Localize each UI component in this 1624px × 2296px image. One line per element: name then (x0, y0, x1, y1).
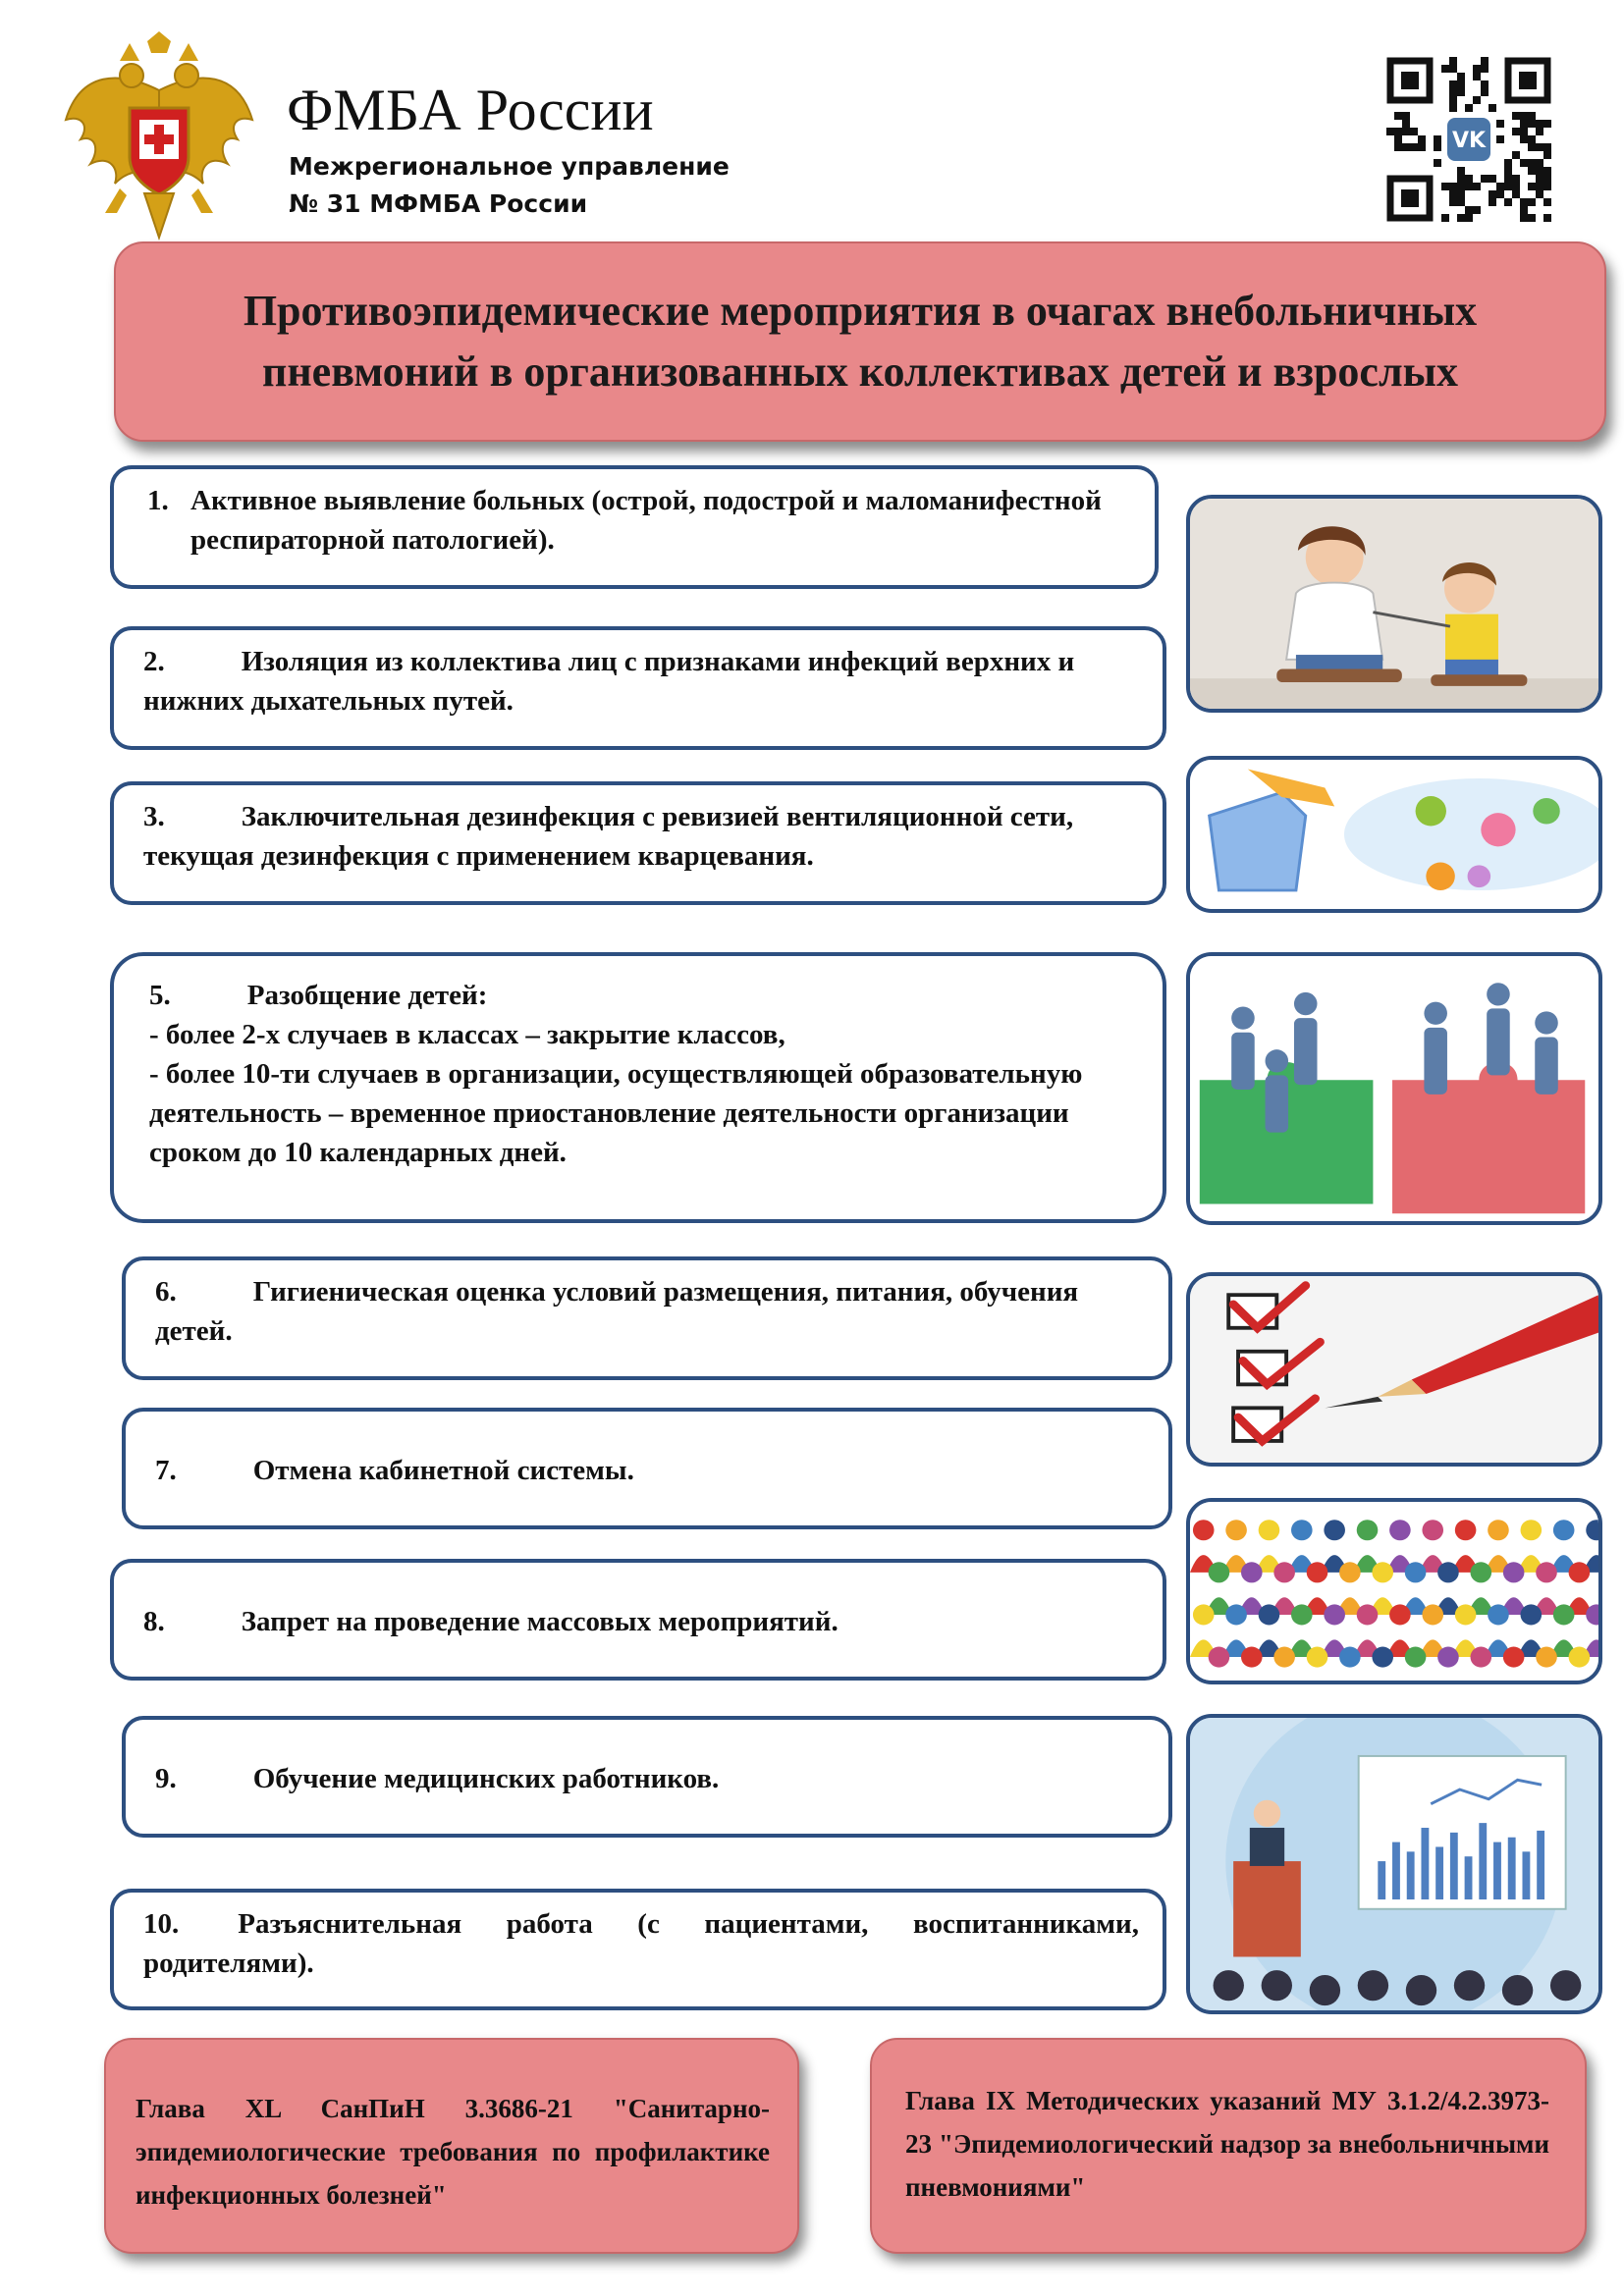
vk-logo-icon: VK (1451, 129, 1487, 153)
presentation-lecture-icon (1190, 1718, 1598, 2010)
item-number: 2. (143, 646, 165, 677)
measure-item-10 (110, 1889, 1166, 2010)
double-headed-eagle-icon (61, 31, 257, 242)
people-puzzle-icon (1190, 956, 1598, 1221)
measure-item-8 (110, 1559, 1166, 1681)
reference-mu-text: Глава IX Методических указаний МУ 3.1.2/4.2.3973-23 "Эпидемиологический надзор за внебольничными пневмониями" (905, 2086, 1549, 2202)
page-title (224, 281, 1496, 402)
item-number: 3. (143, 801, 165, 832)
item-number: 7. (155, 1455, 177, 1486)
item-number: 10. (143, 1908, 180, 1940)
measure-item-3 (110, 781, 1166, 905)
item-text: Отмена кабинетной системы. (252, 1455, 634, 1486)
item-text: Разобщение детей: (246, 980, 488, 1011)
checklist-pencil-icon (1190, 1276, 1598, 1463)
disinfection-spray-icon (1190, 760, 1598, 909)
org-title: ФМБА России (287, 78, 654, 142)
title-banner (114, 241, 1606, 442)
item-text: Заключительная дезинфекция с ревизией вентиляционной сети, текущая дезинфекция с применением кварцевания. (143, 801, 1074, 872)
item-text: Запрет на проведение массовых мероприятий. (241, 1606, 839, 1637)
picture-checklist-pencil (1186, 1272, 1602, 1467)
reference-sanpin-text: Глава XL СанПиН 3.3686-21 "Санитарно-эпидемиологические требования по профилактике инфекционных болезней" (135, 2094, 770, 2210)
item-number: 1. (147, 485, 169, 516)
measure-item-6 (122, 1256, 1172, 1380)
picture-people-puzzle (1186, 952, 1602, 1225)
fmba-emblem-logo (61, 31, 257, 242)
picture-doctor-examining-child (1186, 495, 1602, 713)
measure-item-9 (122, 1716, 1172, 1838)
reference-sanpin (104, 2038, 799, 2254)
qr-code-icon (1386, 57, 1551, 222)
title-line2: пневмоний в организованных коллективах детей и взрослых (261, 347, 1459, 396)
item-text: Обучение медицинских работников. (252, 1763, 720, 1794)
org-subtitle-line1: Межрегиональное управление (289, 152, 730, 181)
title-line1: Противоэпидемические мероприятия в очагах внебольничных (243, 287, 1478, 335)
reference-mu (870, 2038, 1587, 2254)
item-text: Активное выявление больных (острой, подострой и маломанифестной респираторной патологией). (190, 485, 1102, 556)
item-text: Гигиеническая оценка условий размещения, питания, обучения детей. (155, 1276, 1079, 1347)
measure-item-2 (110, 626, 1166, 750)
vk-qr-code[interactable] (1386, 57, 1551, 222)
item-text: Разъяснительная работа (с пациентами, воспитанниками, родителями). (143, 1908, 1139, 1979)
doctor-child-illustration-icon (1190, 499, 1598, 709)
crowd-icon (1190, 1502, 1598, 1681)
item-number: 6. (155, 1276, 177, 1308)
item-number: 9. (155, 1763, 177, 1794)
picture-crowd (1186, 1498, 1602, 1684)
picture-disinfection-spray (1186, 756, 1602, 913)
item-number: 5. (149, 980, 171, 1011)
item-subline-2: - более 10-ти случаев в организации, осуществляющей образовательную деятельность – временное приостановление деятельности организации сроком до 10 календарных дней. (149, 1058, 1083, 1168)
picture-presentation-lecture (1186, 1714, 1602, 2014)
org-subtitle-line2: № 31 МФМБА России (289, 189, 588, 218)
item-subline-1: - более 2-х случаев в классах – закрытие классов, (149, 1019, 785, 1050)
measure-item-1 (110, 465, 1159, 589)
measure-item-5 (110, 952, 1166, 1223)
item-text: Изоляция из коллектива лиц с признаками инфекций верхних и нижних дыхательных путей. (143, 646, 1075, 717)
item-number: 8. (143, 1606, 165, 1637)
measure-item-7 (122, 1408, 1172, 1529)
